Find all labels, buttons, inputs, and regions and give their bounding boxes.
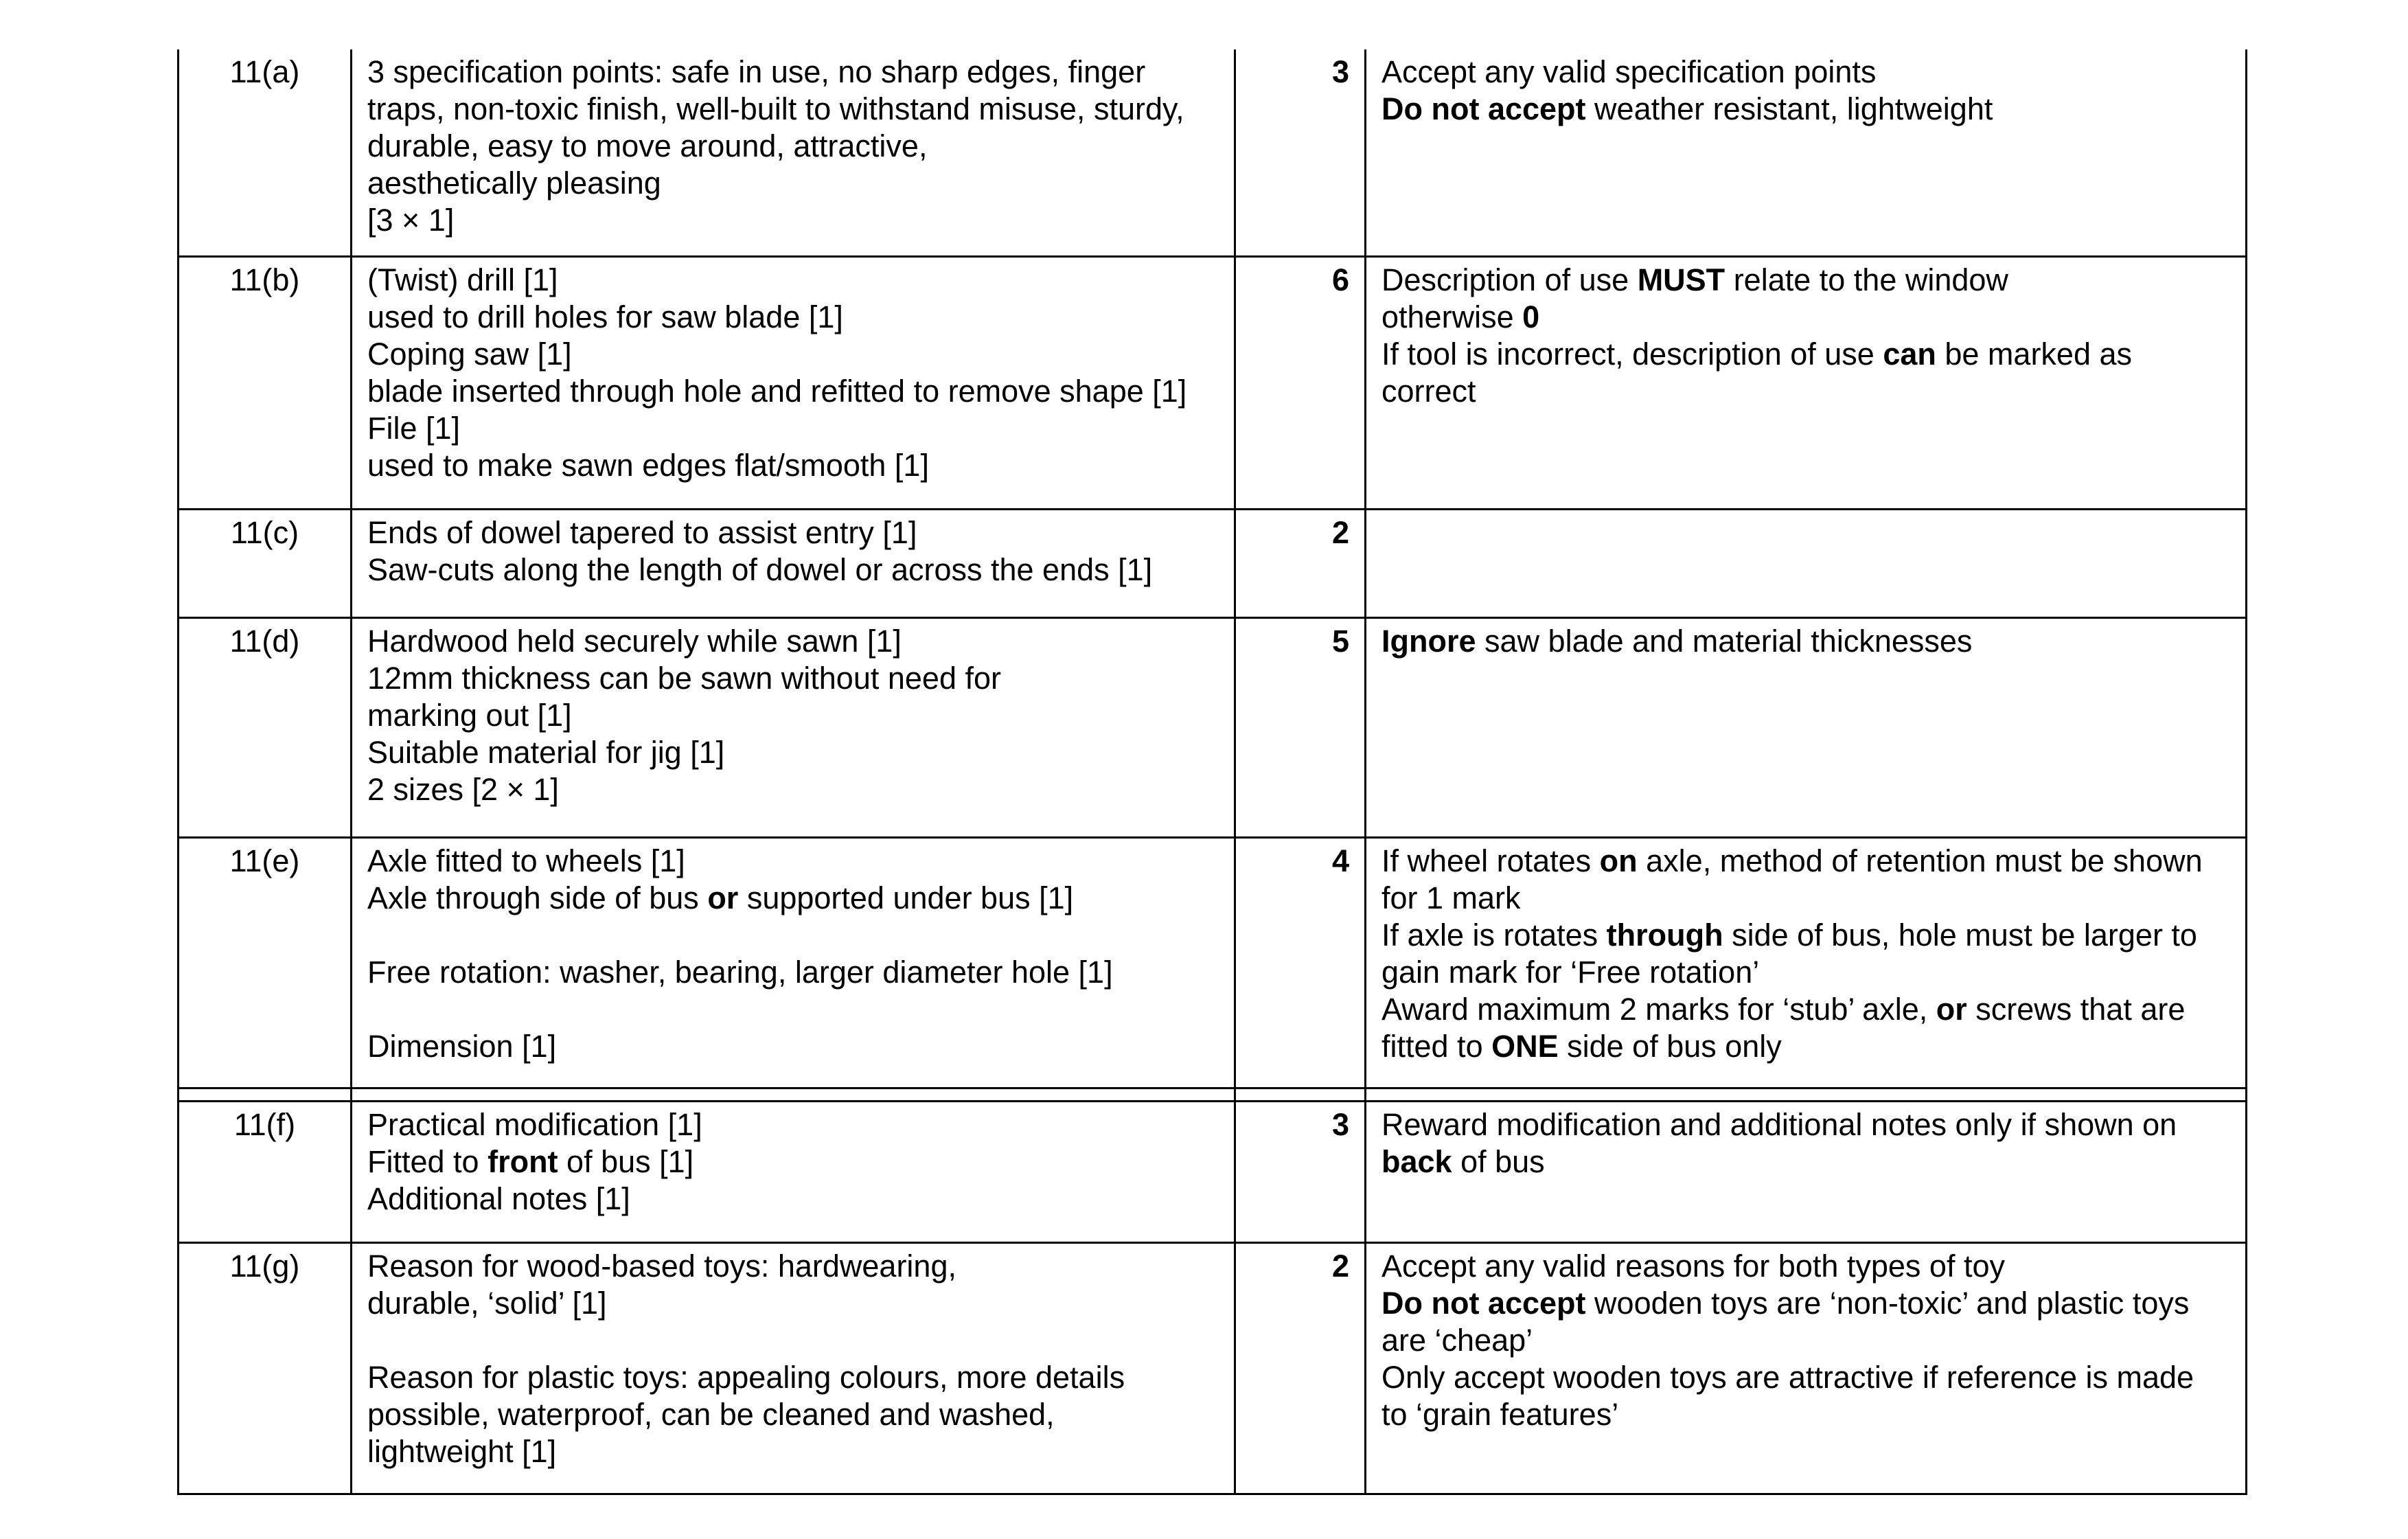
answer-line: Coping saw [1] <box>367 336 572 372</box>
table-row <box>179 49 2247 256</box>
guidance-line: Award maximum 2 marks for ‘stub’ axle, or screws that are <box>1381 991 2186 1027</box>
answer-line: Hardwood held securely while sawn [1] <box>367 623 902 659</box>
question-number: 11(b) <box>179 256 352 509</box>
question-number: 11(a) <box>179 49 352 256</box>
guidance-line: Only accept wooden toys are attractive if reference is made <box>1381 1359 2194 1395</box>
answer-line: 2 sizes [2 × 1] <box>367 771 559 807</box>
guidance-line: back of bus <box>1381 1143 1545 1179</box>
answer-line: 12mm thickness can be sawn without need for <box>367 660 1001 696</box>
guidance-line: Do not accept weather resistant, lightweight <box>1381 91 1993 126</box>
answer-line: Dimension [1] <box>367 1028 557 1064</box>
table-row <box>179 1101 2247 1242</box>
line-gap <box>367 991 1219 1028</box>
separator-cell <box>179 1088 352 1101</box>
table-row <box>179 1242 2247 1494</box>
guidance-line: If tool is incorrect, description of use can be marked as <box>1381 336 2133 372</box>
answer-line: Saw-cuts along the length of dowel or across the ends [1] <box>367 551 1153 587</box>
marks-cell: 3 <box>1235 49 1366 256</box>
answer-cell <box>352 1242 1235 1494</box>
guidance-line: Do not accept wooden toys are ‘non-toxic’ and plastic toys <box>1381 1285 2190 1321</box>
answer-line: Axle through side of bus or supported under bus [1] <box>367 880 1074 915</box>
guidance-line: Ignore saw blade and material thicknesses <box>1381 623 1973 659</box>
answer-line: Practical modification [1] <box>367 1106 702 1142</box>
guidance-line: Accept any valid specification points <box>1381 54 1877 89</box>
answer-line: durable, ‘solid’ [1] <box>367 1285 607 1321</box>
marks-cell: 5 <box>1235 617 1366 837</box>
answer-line: Reason for wood-based toys: hardwearing, <box>367 1248 956 1284</box>
answer-cell <box>352 256 1235 509</box>
question-number: 11(d) <box>179 617 352 837</box>
answer-line: blade inserted through hole and refitted to remove shape [1] <box>367 373 1187 409</box>
question-number: 11(f) <box>179 1101 352 1242</box>
guidance-line: to ‘grain features’ <box>1381 1396 1619 1432</box>
answer-line: Additional notes [1] <box>367 1181 630 1216</box>
guidance-line: are ‘cheap’ <box>1381 1322 1533 1358</box>
answer-line: durable, easy to move around, attractive, <box>367 128 928 163</box>
answer-line: Reason for plastic toys: appealing colours, more details <box>367 1359 1125 1395</box>
question-number: 11(e) <box>179 837 352 1088</box>
guidance-line: fitted to ONE side of bus only <box>1381 1028 1782 1064</box>
table-row <box>179 837 2247 1088</box>
answer-line: possible, waterproof, can be cleaned and washed, <box>367 1396 1055 1432</box>
guidance-cell <box>1366 1101 2247 1242</box>
answer-line: lightweight [1] <box>367 1433 557 1469</box>
marks-cell: 3 <box>1235 1101 1366 1242</box>
separator-row <box>179 1088 2247 1101</box>
table-row <box>179 617 2247 837</box>
separator-cell <box>352 1088 1235 1101</box>
guidance-line: Description of use MUST relate to the window <box>1381 262 2008 297</box>
guidance-line: correct <box>1381 373 1476 409</box>
answer-line: Ends of dowel tapered to assist entry [1] <box>367 514 917 550</box>
guidance-line: Accept any valid reasons for both types of toy <box>1381 1248 2005 1284</box>
guidance-line: gain mark for ‘Free rotation’ <box>1381 954 1760 990</box>
table-row <box>179 256 2247 509</box>
answer-line: Free rotation: washer, bearing, larger diameter hole [1] <box>367 954 1113 990</box>
marks-cell: 2 <box>1235 1242 1366 1494</box>
guidance-line: If axle is rotates through side of bus, hole must be larger to <box>1381 917 2197 953</box>
answer-line: (Twist) drill [1] <box>367 262 558 297</box>
marks-cell: 4 <box>1235 837 1366 1088</box>
mark-scheme-table <box>177 49 2247 1495</box>
guidance-line: otherwise 0 <box>1381 299 1540 334</box>
answer-line: File [1] <box>367 410 461 446</box>
answer-cell <box>352 49 1235 256</box>
question-number: 11(c) <box>179 509 352 617</box>
guidance-cell <box>1366 1242 2247 1494</box>
answer-line: marking out [1] <box>367 697 572 733</box>
answer-line: aesthetically pleasing <box>367 166 661 201</box>
guidance-line: If wheel rotates on axle, method of retention must be shown <box>1381 843 2203 878</box>
answer-cell <box>352 1101 1235 1242</box>
marks-cell: 2 <box>1235 509 1366 617</box>
guidance-cell <box>1366 837 2247 1088</box>
guidance-cell <box>1366 617 2247 837</box>
marks-cell: 6 <box>1235 256 1366 509</box>
answer-line: 3 specification points: safe in use, no sharp edges, finger <box>367 54 1146 89</box>
answer-line: traps, non-toxic finish, well-built to withstand misuse, sturdy, <box>367 91 1184 126</box>
separator-cell <box>1366 1088 2247 1101</box>
line-gap <box>367 917 1219 954</box>
question-number: 11(g) <box>179 1242 352 1494</box>
guidance-line: Reward modification and additional notes only if shown on <box>1381 1106 2177 1142</box>
answer-cell <box>352 617 1235 837</box>
answer-line: used to drill holes for saw blade [1] <box>367 299 843 334</box>
answer-line: Fitted to front of bus [1] <box>367 1143 694 1179</box>
guidance-line: for 1 mark <box>1381 880 1521 915</box>
guidance-cell <box>1366 49 2247 256</box>
answer-line: used to make sawn edges flat/smooth [1] <box>367 447 929 483</box>
separator-cell <box>1235 1088 1366 1101</box>
guidance-cell <box>1366 509 2247 617</box>
answer-line: Axle fitted to wheels [1] <box>367 843 685 878</box>
guidance-cell <box>1366 256 2247 509</box>
table-row <box>179 509 2247 617</box>
answer-line: [3 × 1] <box>367 203 455 238</box>
line-gap <box>367 1322 1219 1359</box>
answer-cell <box>352 509 1235 617</box>
answer-cell <box>352 837 1235 1088</box>
answer-line: Suitable material for jig [1] <box>367 734 725 770</box>
